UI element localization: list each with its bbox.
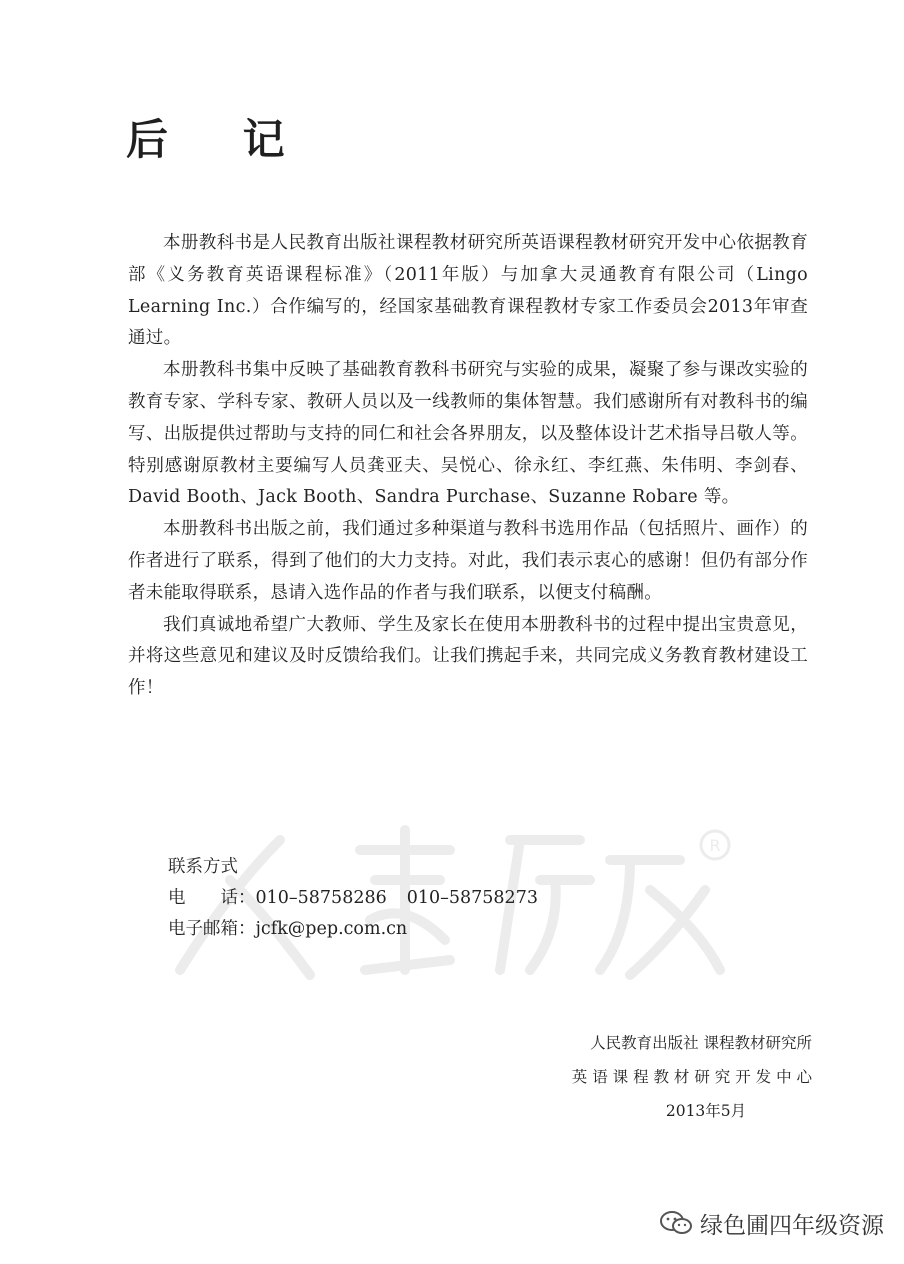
paragraph: 我们真诚地希望广大教师、学生及家长在使用本册教科书的过程中提出宝贵意见，并将这些意见和建议及时反馈给我们。让我们携起手来，共同完成义务教育教材建设工作！ bbox=[128, 614, 808, 699]
paragraph: 本册教科书出版之前，我们通过多种渠道与教科书选用作品（包括照片、画作）的作者进行了联系，得到了他们的大力支持。对此，我们表示衷心的感谢！但仍有部分作者未能取得联系，恳请入选作品的作者与我们联系，以便支付稿酬。 bbox=[128, 519, 808, 603]
email-label: 电子邮箱： bbox=[168, 919, 256, 939]
signature-block bbox=[540, 1026, 812, 1128]
paragraph: 本册教科书集中反映了基础教育教科书研究与实验的成果，凝聚了参与课改实验的教育专家、学科专家、教研人员以及一线教师的集体智慧。我们感谢所有对教科书的编写、出版提供过帮助与支持的同仁和社会各界朋友，以及整体设计艺术指导吕敬人等。特别感谢原教材主要编写人员龚亚夫、吴悦心、徐永红、李红燕、朱伟明、李剑春、David Booth、Jack Booth、Sandra Purchase、Suzanne Robare 等。 bbox=[128, 360, 808, 508]
phone-number: 010–58758273 bbox=[406, 888, 538, 908]
wechat-icon bbox=[658, 1209, 694, 1237]
footer-brand bbox=[658, 1203, 884, 1243]
email-row bbox=[168, 914, 588, 945]
afterword-body bbox=[128, 228, 808, 705]
page-title: 后 记 bbox=[126, 115, 315, 164]
contact-info bbox=[168, 852, 588, 945]
email-address: jcfk@pep.com.cn bbox=[255, 919, 408, 939]
phone-number: 010–58758286 bbox=[255, 888, 387, 908]
phone-label: 电 话： bbox=[168, 888, 256, 908]
phone-row bbox=[168, 883, 588, 914]
contact-heading: 联系方式 bbox=[168, 857, 238, 877]
signature-date: 2013年5月 bbox=[665, 1102, 747, 1120]
svg-text:R: R bbox=[709, 836, 721, 855]
signature-org: 英 语 课 程 教 材 研 究 开 发 中 心 bbox=[571, 1068, 812, 1086]
signature-org: 人民教育出版社 课程教材研究所 bbox=[590, 1034, 812, 1052]
footer-brand-text: 绿色圃四年级资源 bbox=[700, 1212, 884, 1239]
paragraph: 本册教科书是人民教育出版社课程教材研究所英语课程教材研究开发中心依据教育部《义务教育英语课程标准》（2011年版）与加拿大灵通教育有限公司（Lingo Learning Inc.）合作编写的，经国家基础教育课程教材专家工作委员会2013年审查通过。 bbox=[128, 233, 808, 349]
